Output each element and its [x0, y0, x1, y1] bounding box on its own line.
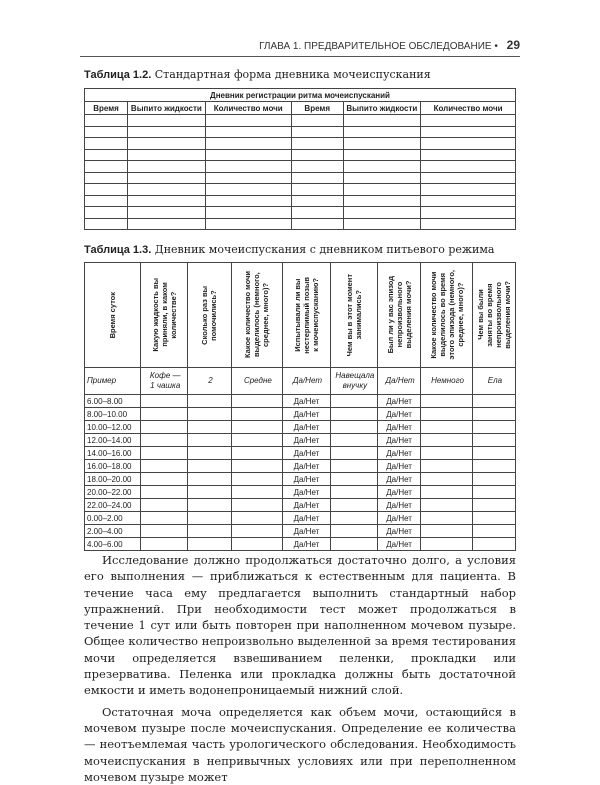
t13-col-liquid: Какую жидкость вы приняли, в каком количестве? — [141, 263, 188, 368]
yes-no-cell: Да/Нет — [378, 434, 421, 447]
empty-cell — [231, 499, 283, 512]
empty-cell — [231, 408, 283, 421]
empty-cell — [205, 138, 291, 150]
t13-col-urge: Испытывали ли вы нестерпимый позыв к мочеиспусканию? — [283, 263, 330, 368]
empty-cell — [85, 184, 128, 196]
empty-cell — [205, 149, 291, 161]
table-row — [85, 218, 516, 230]
time-slot-cell: 0.00–2.00 — [85, 512, 141, 525]
empty-cell — [141, 473, 188, 486]
empty-cell — [188, 538, 231, 551]
empty-cell — [421, 161, 516, 173]
t12-col-urine-1: Количество мочи — [205, 102, 291, 115]
empty-cell — [421, 512, 473, 525]
empty-cell — [421, 408, 473, 421]
empty-cell — [291, 172, 343, 184]
empty-cell — [421, 434, 473, 447]
yes-no-cell: Да/Нет — [378, 499, 421, 512]
t13-col-activity: Чем вы в этот момент занимались? — [330, 263, 377, 368]
table-row — [85, 434, 516, 447]
empty-cell — [330, 460, 377, 473]
empty-cell — [472, 486, 515, 499]
empty-cell — [128, 218, 206, 230]
empty-cell — [188, 421, 231, 434]
empty-cell — [421, 473, 473, 486]
empty-cell — [330, 473, 377, 486]
table-row — [85, 126, 516, 138]
empty-cell — [231, 434, 283, 447]
empty-cell — [231, 512, 283, 525]
empty-cell — [291, 115, 343, 127]
empty-cell — [343, 218, 421, 230]
table-row — [85, 184, 516, 196]
empty-cell — [472, 512, 515, 525]
empty-cell — [343, 149, 421, 161]
empty-cell — [85, 172, 128, 184]
t12-col-drink-2: Выпито жидкости — [343, 102, 421, 115]
empty-cell — [343, 172, 421, 184]
empty-cell — [421, 447, 473, 460]
empty-cell — [85, 161, 128, 173]
empty-cell — [85, 207, 128, 219]
empty-cell — [421, 499, 473, 512]
time-slot-cell: 10.00–12.00 — [85, 421, 141, 434]
time-slot-cell: 22.00–24.00 — [85, 499, 141, 512]
empty-cell — [330, 408, 377, 421]
t13-sample-cell: Да/Нет — [283, 368, 330, 395]
table-1-3-body — [85, 395, 516, 551]
paragraph: Остаточная моча определяется как объем мочи, остающийся в мочевом пузыре после мочеиспускания. Определение ее количества — неотъемлемая часть урологического обследования. Необходимость мочеиспускания в непривычных условиях или при переполненном мочевом пузыре может — [84, 704, 516, 784]
table-1-3 — [84, 262, 516, 551]
yes-no-cell: Да/Нет — [378, 512, 421, 525]
time-slot-cell: 18.00–20.00 — [85, 473, 141, 486]
t12-col-time-1: Время — [85, 102, 128, 115]
yes-no-cell: Да/Нет — [283, 486, 330, 499]
empty-cell — [128, 115, 206, 127]
t13-col-amount: Какое количество мочи выделилось (немного, среднее, много)? — [231, 263, 283, 368]
empty-cell — [291, 218, 343, 230]
time-slot-cell: 2.00–4.00 — [85, 525, 141, 538]
table-row — [85, 138, 516, 150]
empty-cell — [421, 115, 516, 127]
empty-cell — [128, 207, 206, 219]
t13-sample-cell: Кофе — 1 чашка — [141, 368, 188, 395]
yes-no-cell: Да/Нет — [378, 408, 421, 421]
empty-cell — [421, 538, 473, 551]
table-1-2-body — [85, 115, 516, 230]
table-row — [85, 473, 516, 486]
table-1-2-caption — [84, 68, 431, 81]
empty-cell — [231, 486, 283, 499]
yes-no-cell: Да/Нет — [283, 460, 330, 473]
empty-cell — [128, 126, 206, 138]
empty-cell — [343, 195, 421, 207]
time-slot-cell: 20.00–22.00 — [85, 486, 141, 499]
table-row — [85, 161, 516, 173]
table-1-3-title: Дневник мочеиспускания с дневником питьевого режима — [154, 243, 495, 256]
empty-cell — [472, 408, 515, 421]
empty-cell — [472, 421, 515, 434]
time-slot-cell: 16.00–18.00 — [85, 460, 141, 473]
empty-cell — [205, 126, 291, 138]
table-row — [85, 195, 516, 207]
empty-cell — [472, 538, 515, 551]
empty-cell — [421, 138, 516, 150]
running-head — [80, 38, 520, 57]
time-slot-cell: 12.00–14.00 — [85, 434, 141, 447]
t13-col-times: Сколько раз вы помочились? — [188, 263, 231, 368]
yes-no-cell: Да/Нет — [283, 421, 330, 434]
empty-cell — [128, 138, 206, 150]
t13-sample-cell: Да/Нет — [378, 368, 421, 395]
table-row — [85, 421, 516, 434]
empty-cell — [141, 525, 188, 538]
table-row — [85, 408, 516, 421]
empty-cell — [343, 115, 421, 127]
empty-cell — [421, 486, 473, 499]
t13-col-leak-amount: Какое количество мочи выделилось во время этого эпизода (немного, среднее, много)? — [421, 263, 473, 368]
t13-sample-row — [85, 368, 516, 395]
yes-no-cell: Да/Нет — [283, 408, 330, 421]
empty-cell — [85, 115, 128, 127]
yes-no-cell: Да/Нет — [283, 473, 330, 486]
empty-cell — [421, 184, 516, 196]
empty-cell — [343, 161, 421, 173]
empty-cell — [291, 184, 343, 196]
bullet-separator: • — [494, 41, 498, 52]
empty-cell — [188, 525, 231, 538]
empty-cell — [128, 195, 206, 207]
yes-no-cell: Да/Нет — [378, 395, 421, 408]
empty-cell — [188, 395, 231, 408]
empty-cell — [188, 499, 231, 512]
empty-cell — [421, 126, 516, 138]
empty-cell — [421, 172, 516, 184]
empty-cell — [85, 126, 128, 138]
empty-cell — [188, 408, 231, 421]
empty-cell — [85, 195, 128, 207]
empty-cell — [188, 486, 231, 499]
empty-cell — [205, 115, 291, 127]
empty-cell — [141, 538, 188, 551]
empty-cell — [128, 149, 206, 161]
empty-cell — [421, 207, 516, 219]
empty-cell — [205, 218, 291, 230]
empty-cell — [343, 126, 421, 138]
table-row — [85, 486, 516, 499]
empty-cell — [141, 421, 188, 434]
table-row — [85, 447, 516, 460]
empty-cell — [231, 447, 283, 460]
empty-cell — [141, 395, 188, 408]
empty-cell — [330, 395, 377, 408]
empty-cell — [205, 172, 291, 184]
body-text — [84, 552, 516, 785]
table-row — [85, 172, 516, 184]
table-row — [85, 538, 516, 551]
empty-cell — [291, 195, 343, 207]
empty-cell — [141, 408, 188, 421]
empty-cell — [330, 486, 377, 499]
empty-cell — [128, 161, 206, 173]
yes-no-cell: Да/Нет — [378, 421, 421, 434]
yes-no-cell: Да/Нет — [283, 447, 330, 460]
time-slot-cell: 14.00–16.00 — [85, 447, 141, 460]
t13-sample-cell: 2 — [188, 368, 231, 395]
empty-cell — [343, 138, 421, 150]
empty-cell — [330, 434, 377, 447]
empty-cell — [205, 195, 291, 207]
page-number: 29 — [506, 38, 520, 52]
t13-col-leak-activity: Чем вы были заняты во время непроизвольного выделения мочи? — [472, 263, 515, 368]
table-1-2-span-header: Дневник регистрации ритма мочеиспусканий — [85, 89, 516, 102]
empty-cell — [421, 195, 516, 207]
t12-col-time-2: Время — [291, 102, 343, 115]
empty-cell — [421, 525, 473, 538]
t12-col-drink-1: Выпито жидкости — [128, 102, 206, 115]
t13-col-time-of-day: Время суток — [85, 263, 141, 368]
empty-cell — [330, 538, 377, 551]
t13-sample-cell: Ела — [472, 368, 515, 395]
yes-no-cell: Да/Нет — [283, 525, 330, 538]
yes-no-cell: Да/Нет — [283, 512, 330, 525]
table-row — [85, 149, 516, 161]
empty-cell — [85, 138, 128, 150]
empty-cell — [472, 434, 515, 447]
t13-sample-cell: Немного — [421, 368, 473, 395]
empty-cell — [188, 447, 231, 460]
empty-cell — [291, 161, 343, 173]
empty-cell — [141, 486, 188, 499]
empty-cell — [330, 512, 377, 525]
empty-cell — [291, 207, 343, 219]
empty-cell — [472, 499, 515, 512]
empty-cell — [291, 149, 343, 161]
t13-sample-cell: Навещала внучку — [330, 368, 377, 395]
table-1-3-caption — [84, 243, 494, 256]
empty-cell — [85, 149, 128, 161]
empty-cell — [330, 421, 377, 434]
empty-cell — [128, 172, 206, 184]
paragraph: Исследование должно продолжаться достаточно долго, а условия его выполнения — приближаться к естественным для пациента. В течение часа ему предлагается выполнить стандартный набор упражнений. При необходимости тест может продолжаться в течение 1 сут или быть повторен при наполненном мочевом пузыре. Общее количество непроизвольно выделенной за время тестирования мочи определяется взвешиванием пеленки, прокладки или презерватива. Пеленка или прокладка должны быть достаточной емкости и иметь водонепроницаемый нижний слой. — [84, 553, 516, 698]
empty-cell — [421, 460, 473, 473]
yes-no-cell: Да/Нет — [378, 538, 421, 551]
empty-cell — [141, 447, 188, 460]
empty-cell — [291, 126, 343, 138]
empty-cell — [421, 218, 516, 230]
empty-cell — [231, 421, 283, 434]
empty-cell — [231, 538, 283, 551]
t13-sample-cell: Пример — [85, 368, 141, 395]
empty-cell — [421, 395, 473, 408]
empty-cell — [141, 512, 188, 525]
empty-cell — [330, 447, 377, 460]
empty-cell — [188, 512, 231, 525]
empty-cell — [141, 499, 188, 512]
empty-cell — [421, 421, 473, 434]
time-slot-cell: 8.00–10.00 — [85, 408, 141, 421]
yes-no-cell: Да/Нет — [378, 473, 421, 486]
table-1-3-label: Таблица 1.3. — [84, 244, 152, 256]
empty-cell — [188, 434, 231, 447]
yes-no-cell: Да/Нет — [378, 525, 421, 538]
empty-cell — [188, 460, 231, 473]
table-1-2-title: Стандартная форма дневника мочеиспускания — [154, 68, 431, 81]
table-1-2 — [84, 88, 516, 230]
empty-cell — [472, 447, 515, 460]
empty-cell — [291, 138, 343, 150]
empty-cell — [188, 473, 231, 486]
empty-cell — [472, 473, 515, 486]
empty-cell — [205, 207, 291, 219]
t13-sample-cell: Средне — [231, 368, 283, 395]
empty-cell — [128, 184, 206, 196]
empty-cell — [343, 184, 421, 196]
empty-cell — [472, 395, 515, 408]
yes-no-cell: Да/Нет — [283, 538, 330, 551]
table-row — [85, 115, 516, 127]
empty-cell — [85, 218, 128, 230]
empty-cell — [141, 460, 188, 473]
table-row — [85, 499, 516, 512]
yes-no-cell: Да/Нет — [283, 434, 330, 447]
table-row — [85, 460, 516, 473]
table-row — [85, 207, 516, 219]
t12-col-urine-2: Количество мочи — [421, 102, 516, 115]
empty-cell — [231, 525, 283, 538]
empty-cell — [343, 207, 421, 219]
yes-no-cell: Да/Нет — [378, 486, 421, 499]
empty-cell — [205, 161, 291, 173]
table-row — [85, 395, 516, 408]
empty-cell — [205, 184, 291, 196]
empty-cell — [231, 473, 283, 486]
t13-col-incontinence: Был ли у вас эпизод непроизвольного выделения мочи? — [378, 263, 421, 368]
yes-no-cell: Да/Нет — [283, 499, 330, 512]
time-slot-cell: 6.00–8.00 — [85, 395, 141, 408]
empty-cell — [141, 434, 188, 447]
empty-cell — [330, 499, 377, 512]
empty-cell — [330, 525, 377, 538]
table-row — [85, 512, 516, 525]
empty-cell — [231, 460, 283, 473]
table-row — [85, 525, 516, 538]
chapter-title: ГЛАВА 1. ПРЕДВАРИТЕЛЬНОЕ ОБСЛЕДОВАНИЕ — [259, 41, 492, 52]
empty-cell — [231, 395, 283, 408]
yes-no-cell: Да/Нет — [378, 460, 421, 473]
empty-cell — [472, 460, 515, 473]
table-1-2-label: Таблица 1.2. — [84, 69, 152, 81]
empty-cell — [421, 149, 516, 161]
yes-no-cell: Да/Нет — [378, 447, 421, 460]
empty-cell — [472, 525, 515, 538]
time-slot-cell: 4.00–6.00 — [85, 538, 141, 551]
yes-no-cell: Да/Нет — [283, 395, 330, 408]
